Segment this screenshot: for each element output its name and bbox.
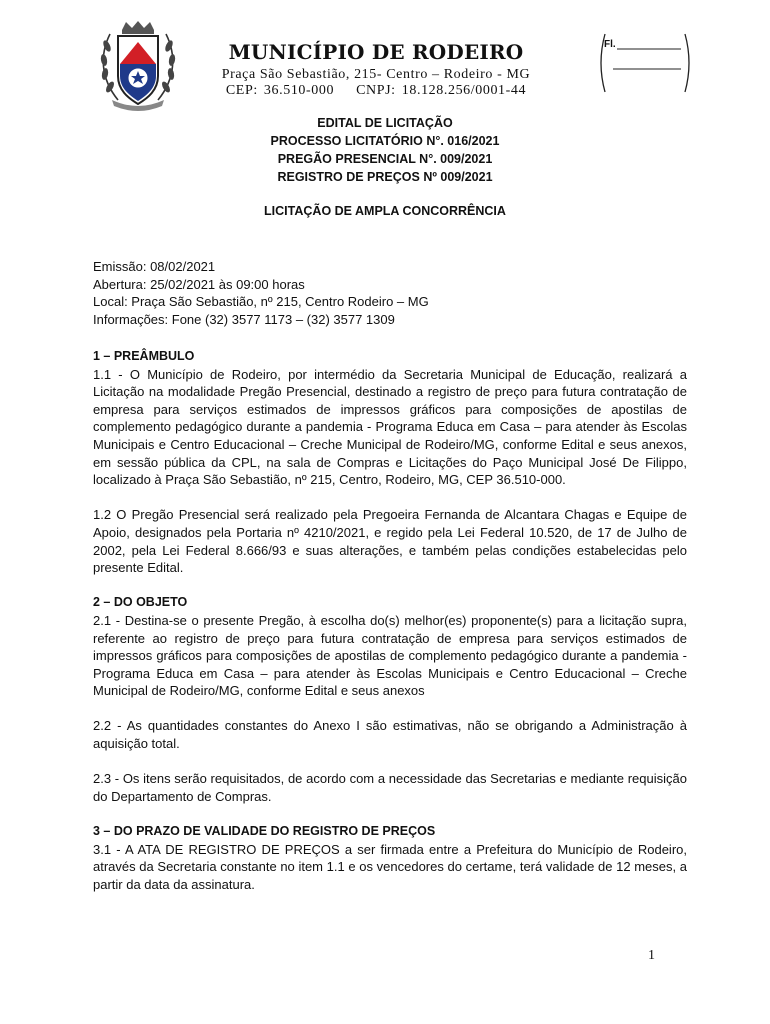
info-block: [93, 258, 429, 328]
folio-label: Fl.: [604, 39, 616, 50]
cnpj-text: CNPJ: 18.128.256/0001-44: [356, 83, 527, 98]
emissao-date: Emissão: 08/02/2021: [93, 259, 216, 274]
process-number: PROCESSO LICITATÓRIO N°. 016/2021: [270, 134, 500, 148]
coat-of-arms-icon: [96, 20, 180, 112]
paragraph-2-1: 2.1 - Destina-se o presente Pregão, à escolha do(s) melhor(es) proponente(s) para a licitação supra, referente ao registro de preço para futura contratação de empresa para serviços estimados de impressos gráficos para composições de apostilas de complemento pedagógico durante a pandemia - Programa Educa em Casa – para atender às Escolas Municipais e Centro Educacional – Creche Municipal de Rodeiro/MG, conforme Edital e seus anexos: [93, 612, 687, 699]
municipality-title: MUNICÍPIO DE RODEIRO: [228, 40, 524, 64]
municipality-address: Praça São Sebastião, 215- Centro – Rodeiro - MG: [221, 67, 531, 82]
licitacao-type: LICITAÇÃO DE AMPLA CONCORRÊNCIA: [264, 204, 506, 218]
page-number: 1: [648, 948, 655, 963]
section-heading-prazo-validade: 3 – DO PRAZO DE VALIDADE DO REGISTRO DE PREÇOS: [93, 824, 436, 839]
municipality-registration: [196, 83, 556, 99]
cep-text: CEP: 36.510-000: [225, 83, 335, 98]
section-heading-preambulo: 1 – PREÂMBULO: [93, 349, 195, 363]
pregao-number: PREGÃO PRESENCIAL N°. 009/2021: [277, 152, 493, 166]
paragraph-1-2: 1.2 O Pregão Presencial será realizado pela Pregoeira Fernanda de Alcantara Chagas e Equipe de Apoio, designados pela Portaria nº 4210/2021, e regido pela Lei Federal 10.520, de 17 de Julho de 2002, pela Lei Federal 8.666/93 e suas alterações, e também pelas condições estabelecidas pelo presente Edital.: [93, 507, 687, 576]
paragraph-2-3: 2.3 - Os itens serão requisitados, de acordo com a necessidade das Secretarias e mediante requisição do Departamento de Compras.: [93, 771, 687, 804]
paragraph-1-1: 1.1 - O Município de Rodeiro, por intermédio da Secretaria Municipal de Educação, realizará a Licitação na modalidade Pregão Presencial, destinado a registro de preço para futura contratação de empresa para serviços estimados de impressos gráficos para composições de apostilas de complemento pedagógico durante a pandemia - Programa Educa em Casa – para atender às Escolas Municipais e Centro Educacional – Creche Municipal de Rodeiro/MG, conforme Edital e seus anexos, em sessão pública da CPL, na sala de Compras e Licitações do Paço Municipal José De Filippo, localizado à Praça São Sebastião, nº 215, Centro, Rodeiro, MG, CEP 36.510-000.: [93, 366, 687, 488]
paragraph-2-2: 2.2 - As quantidades constantes do Anexo I são estimativas, não se obrigando a Administração à aquisição total.: [93, 718, 687, 752]
edital-title: EDITAL DE LICITAÇÃO: [317, 116, 453, 130]
paragraph-3-1: 3.1 - A ATA DE REGISTRO DE PREÇOS a ser firmada entre a Prefeitura do Município de Rodeiro, através da Secretaria constante no item 1.1 e os vencedores do certame, terá validade de 12 meses, a partir da data da assinatura.: [93, 841, 687, 892]
edital-titles: [90, 114, 680, 186]
abertura-date: Abertura: 25/02/2021 às 09:00 horas: [93, 276, 305, 292]
registro-precos-number: REGISTRO DE PREÇOS Nº 009/2021: [277, 170, 493, 184]
local-text: Local: Praça São Sebastião, nº 215, Centro Rodeiro – MG: [93, 294, 429, 310]
document-body: [93, 348, 687, 893]
section-heading-objeto: 2 – DO OBJETO: [93, 595, 188, 610]
informacoes-text: Informações: Fone (32) 3577 1173 – (32) 3577 1309: [93, 311, 395, 327]
